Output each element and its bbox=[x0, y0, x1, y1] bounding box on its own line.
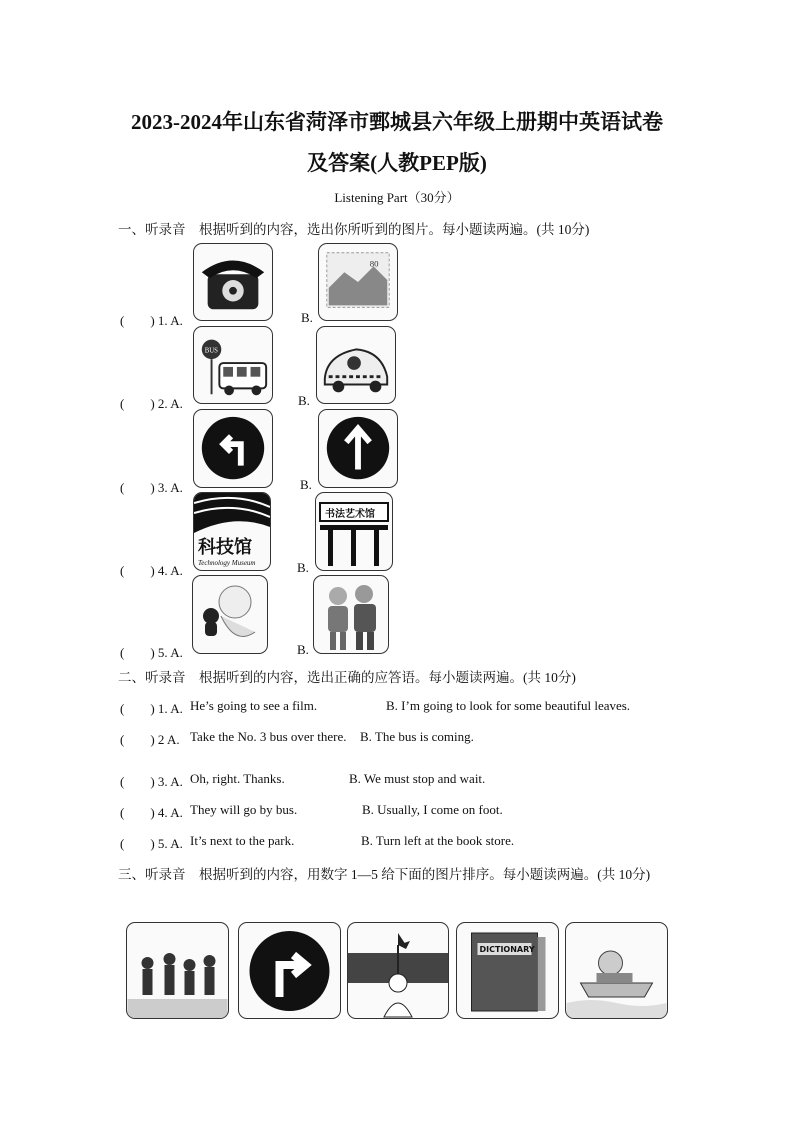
q1-label: ( ) 1. A. bbox=[120, 313, 183, 328]
q1-b-label: B. bbox=[301, 310, 313, 325]
q5-b-label: B. bbox=[297, 642, 309, 657]
s2-q4-option-b: B. Usually, I come on foot. bbox=[362, 802, 503, 817]
s2-q2-number: ( ) 2 A. bbox=[120, 732, 180, 747]
title-line-1: 2023-2024年山东省菏泽市鄄城县六年级上册期中英语试卷 bbox=[131, 110, 663, 134]
q3-b-label: B. bbox=[300, 477, 312, 492]
s2-q4-option-a: They will go by bus. bbox=[190, 802, 298, 817]
q5-label: ( ) 5. A. bbox=[120, 645, 183, 660]
q2-b-label: B. bbox=[298, 393, 310, 408]
section3-heading: 三、听录音 根据听到的内容，用数字 1—5 给下面的图片排序。每小题读两遍。(共 10分) bbox=[118, 867, 651, 882]
stamp-value: 80 bbox=[369, 258, 379, 269]
s2-q4-number: ( ) 4. A. bbox=[120, 805, 183, 820]
s2-q2-option-b: B. The bus is coming. bbox=[360, 729, 474, 744]
section2-heading: 二、听录音 根据听到的内容，选出正确的应答语。每小题读两遍。(共 10分) bbox=[118, 670, 576, 685]
s2-q5-option-a: It’s next to the park. bbox=[190, 833, 295, 848]
people-walking-icon bbox=[126, 922, 229, 1019]
science-museum-icon bbox=[193, 492, 271, 571]
dictionary-label: DICTIONARY bbox=[479, 945, 535, 954]
q4-label: ( ) 4. A. bbox=[120, 563, 183, 578]
s2-q3-option-b: B. We must stop and wait. bbox=[349, 771, 486, 786]
s2-q1-option-b: B. I’m going to look for some beautiful leaves. bbox=[386, 698, 631, 713]
s2-q1-number: ( ) 1. A. bbox=[120, 701, 183, 716]
s2-q5-option-b: B. Turn left at the book store. bbox=[361, 833, 515, 848]
bus-sign-text: BUS bbox=[204, 347, 218, 355]
child-with-windmill-icon bbox=[347, 922, 449, 1019]
s2-q1-option-a: He’s going to see a film. bbox=[190, 698, 318, 713]
elderly-couple-icon bbox=[313, 575, 389, 654]
q3-label: ( ) 3. A. bbox=[120, 480, 183, 495]
dictionary-icon bbox=[456, 922, 559, 1019]
title-line-2: 及答案(人教PEP版) bbox=[307, 151, 487, 175]
s2-q3-option-a: Oh, right. Thanks. bbox=[190, 771, 285, 786]
turn-left-sign-icon bbox=[193, 409, 273, 488]
s2-q5-number: ( ) 5. A. bbox=[120, 836, 183, 851]
taxi-icon bbox=[316, 326, 396, 404]
s2-q2-option-a: Take the No. 3 bus over there. bbox=[190, 729, 347, 744]
q2-label: ( ) 2. A. bbox=[120, 396, 183, 411]
q4-b-label: B. bbox=[297, 560, 309, 575]
art-museum-name: 书法艺术馆 bbox=[325, 509, 375, 520]
telephone-icon bbox=[193, 243, 273, 321]
section1-heading: 一、听录音 根据听到的内容，选出你所听到的图片。每小题读两遍。(共 10分) bbox=[118, 222, 590, 237]
subtitle: Listening Part（30分） bbox=[334, 190, 460, 205]
baby-with-toy-icon bbox=[192, 575, 268, 654]
museum-english: Technology Museum bbox=[198, 559, 256, 567]
museum-name: 科技馆 bbox=[198, 537, 252, 558]
s2-q3-number: ( ) 3. A. bbox=[120, 774, 183, 789]
bus-stop-icon bbox=[193, 326, 273, 404]
go-straight-sign-icon bbox=[318, 409, 398, 488]
ship-icon bbox=[565, 922, 668, 1019]
stamp-icon bbox=[318, 243, 398, 321]
art-museum-icon bbox=[315, 492, 393, 571]
turn-right-sign-icon bbox=[238, 922, 341, 1019]
